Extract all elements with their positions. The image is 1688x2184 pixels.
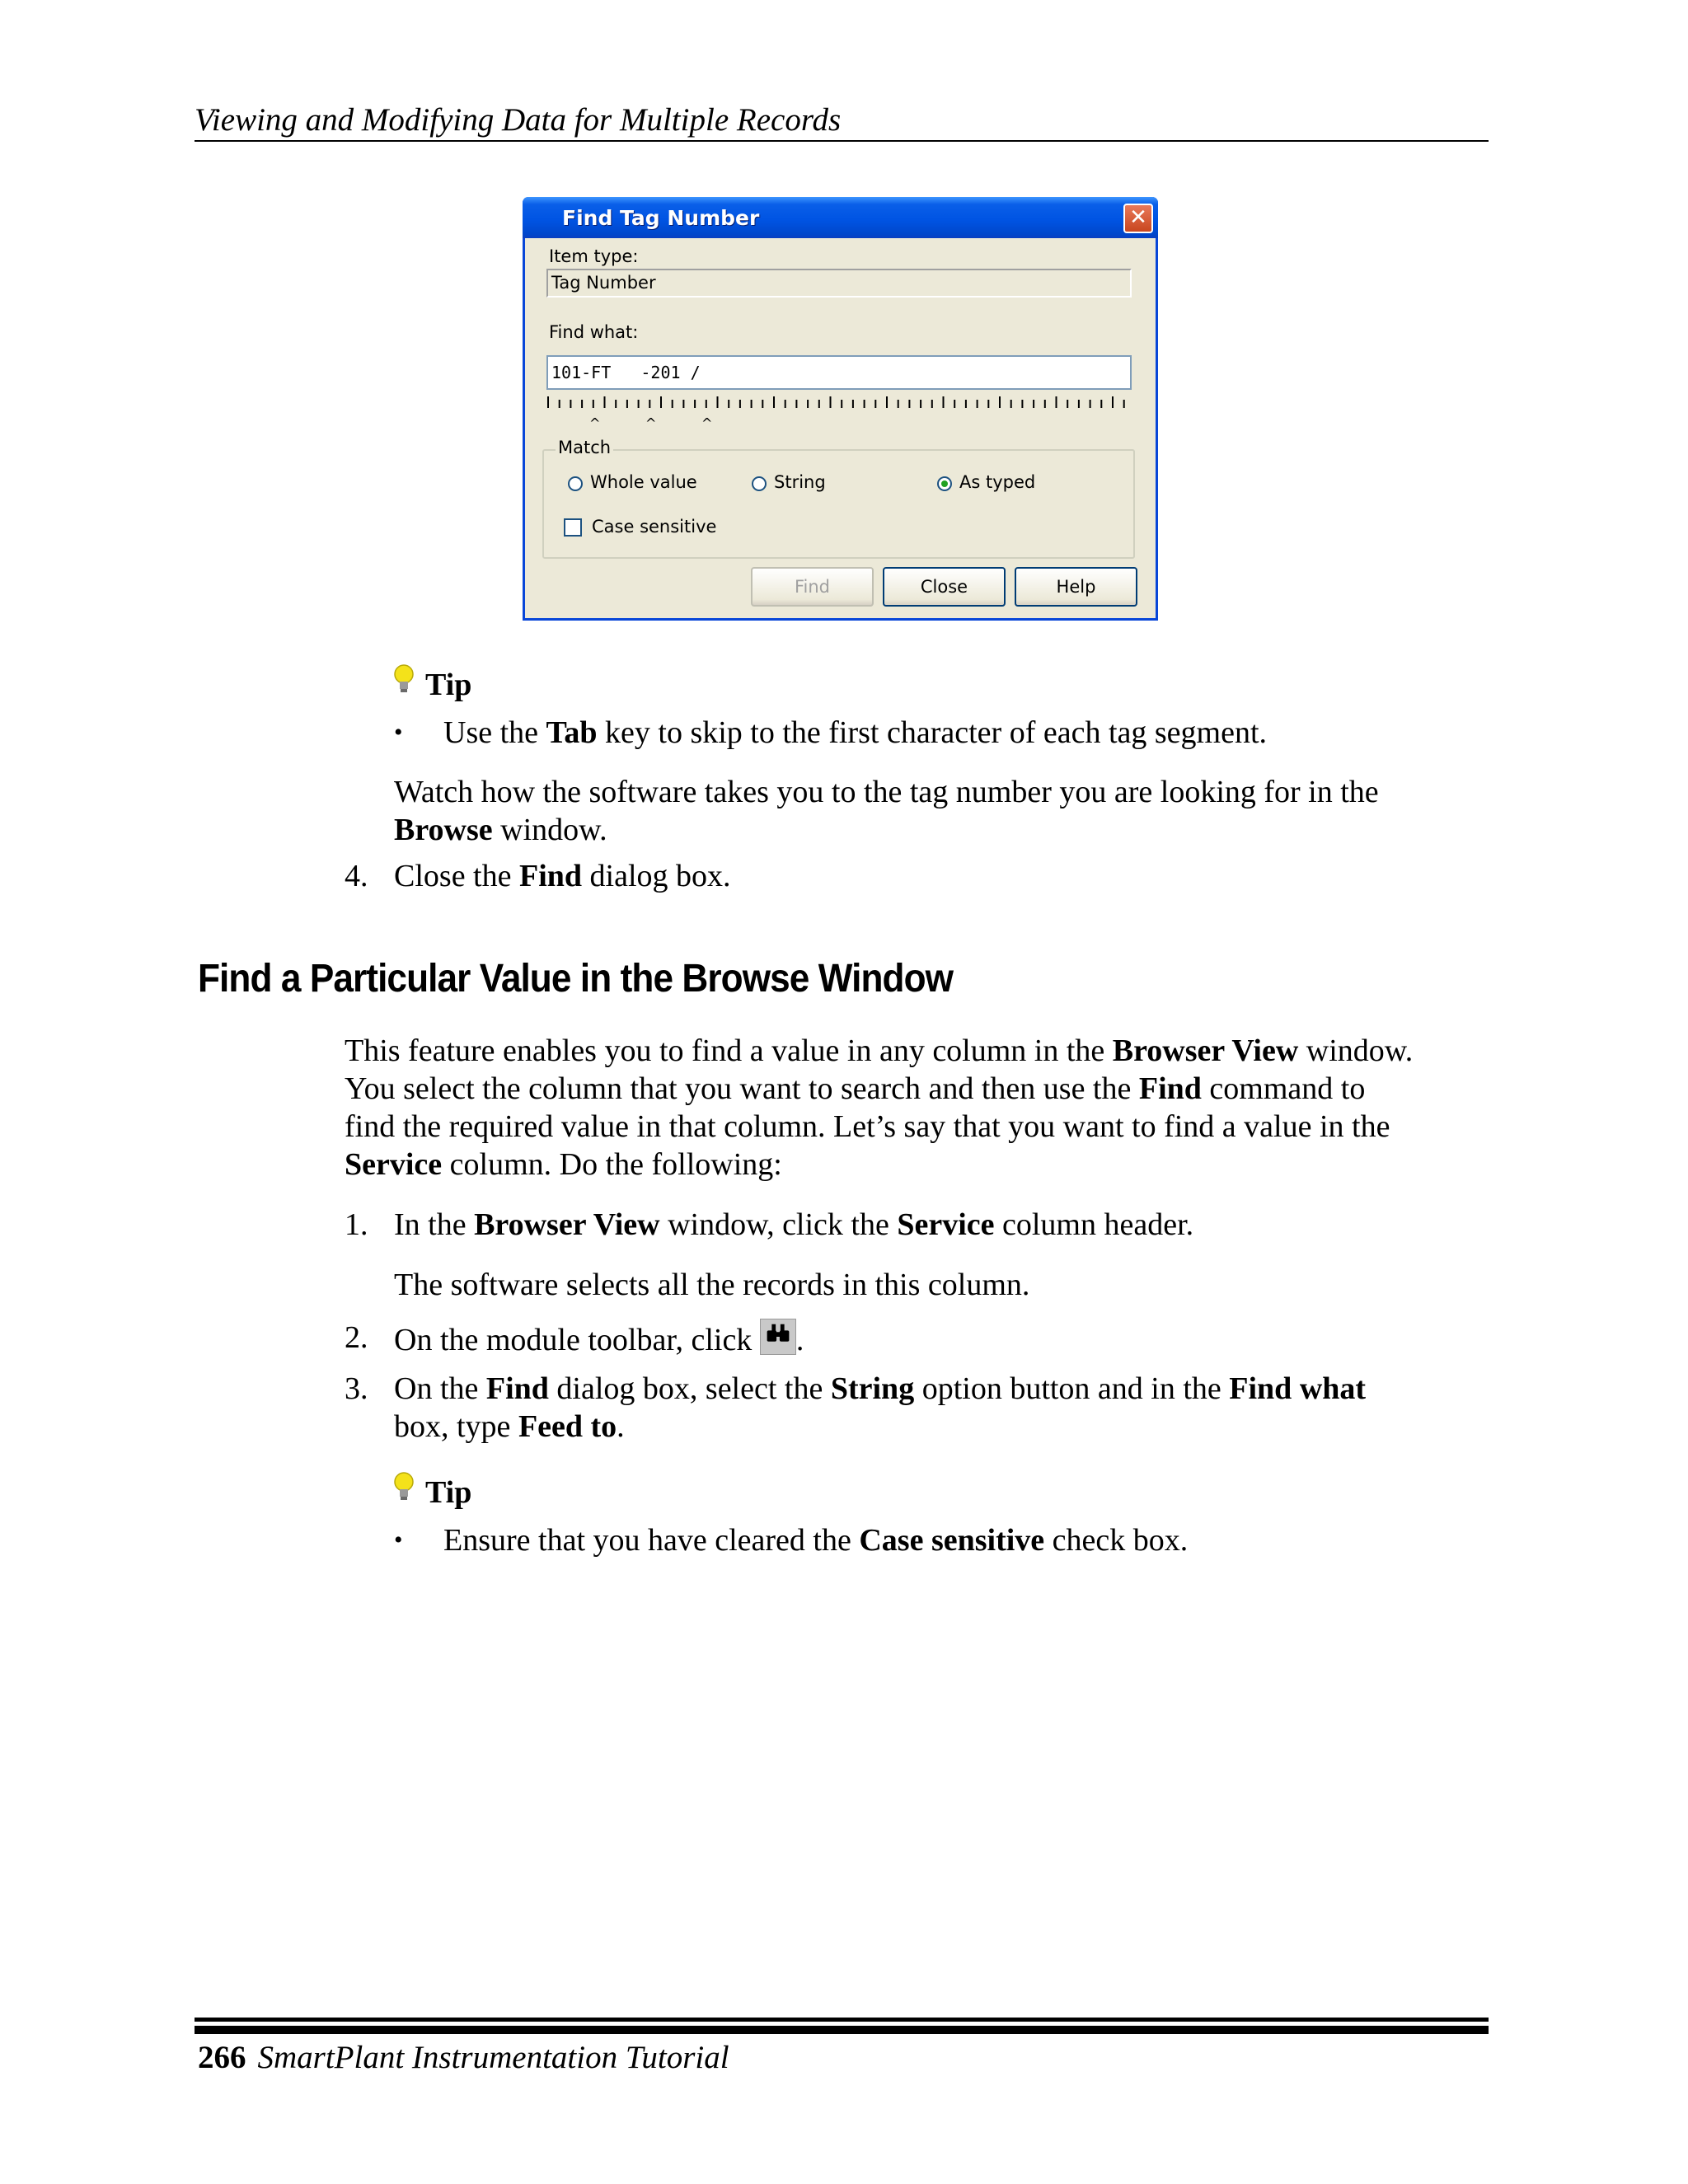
- dialog-title: Find Tag Number: [562, 206, 760, 230]
- match-groupbox: [542, 438, 1135, 559]
- close-icon[interactable]: ✕: [1123, 204, 1153, 233]
- tip-title: Tip: [425, 668, 472, 702]
- binoculars-icon[interactable]: [760, 1319, 796, 1355]
- footer-rule: [195, 2018, 1489, 2022]
- tip-bullet-text: Ensure that you have cleared the Case sensitive check box.: [443, 1523, 1189, 1558]
- lightbulb-icon: [392, 1472, 415, 1502]
- step-text: On the Find dialog box, select the String option button and in the Find what: [394, 1371, 1367, 1406]
- step-text: On the module toolbar, click .: [394, 1319, 804, 1359]
- help-button[interactable]: Help: [1015, 567, 1137, 607]
- tip-title: Tip: [425, 1475, 472, 1510]
- footer-rule: [195, 2026, 1489, 2034]
- string-label[interactable]: String: [774, 472, 826, 492]
- item-type-label: Item type:: [549, 246, 639, 266]
- whole-value-label[interactable]: Whole value: [590, 472, 697, 492]
- step-number: 3.: [345, 1371, 368, 1406]
- segment-ruler: [546, 395, 1132, 413]
- page-footer: [198, 2037, 729, 2079]
- step-text-cont: box, type Feed to.: [394, 1409, 625, 1444]
- case-sensitive-label[interactable]: Case sensitive: [592, 517, 717, 537]
- match-group-label: Match: [556, 438, 613, 457]
- intro-text: Service column. Do the following:: [345, 1147, 782, 1182]
- as-typed-radio[interactable]: [937, 476, 952, 491]
- intro-text: You select the column that you want to search and then use the Find command to: [345, 1071, 1366, 1106]
- step-text: Close the Find dialog box.: [394, 859, 731, 893]
- case-sensitive-checkbox[interactable]: [564, 518, 582, 537]
- watch-note: Watch how the software takes you to the tag number you are looking for in the: [394, 775, 1379, 809]
- whole-value-radio[interactable]: [568, 476, 583, 491]
- close-button[interactable]: Close: [883, 567, 1006, 607]
- segment-marker: ^: [589, 415, 601, 431]
- segment-marker: ^: [645, 415, 657, 431]
- step-number: 2.: [345, 1320, 368, 1355]
- intro-text: This feature enables you to find a value in any column in the Browser View window.: [345, 1033, 1414, 1068]
- footer-title: SmartPlant Instrumentation Tutorial: [257, 2040, 729, 2075]
- section-heading: Find a Particular Value in the Browse Window: [198, 957, 954, 1001]
- tip-bullet-text: Use the Tab key to skip to the first character of each tag segment.: [443, 715, 1268, 750]
- lightbulb-icon: [392, 664, 415, 694]
- page-number: 266: [198, 2040, 246, 2075]
- segment-marker: ^: [701, 415, 713, 431]
- find-what-input[interactable]: 101-FT -201 /: [546, 355, 1132, 390]
- find-what-label: Find what:: [549, 322, 639, 342]
- bullet: •: [394, 719, 403, 746]
- watch-note-cont: Browse window.: [394, 813, 607, 847]
- string-radio[interactable]: [752, 476, 767, 491]
- find-button[interactable]: Find: [751, 567, 874, 607]
- step-text: In the Browser View window, click the Service column header.: [394, 1207, 1194, 1242]
- dialog-titlebar[interactable]: [523, 197, 1158, 238]
- item-type-field: Tag Number: [546, 269, 1132, 298]
- step-number: 1.: [345, 1207, 368, 1242]
- bullet: •: [394, 1526, 403, 1554]
- page-header: Viewing and Modifying Data for Multiple Records: [195, 101, 1489, 142]
- step-number: 4.: [345, 859, 368, 893]
- as-typed-label[interactable]: As typed: [959, 472, 1036, 492]
- intro-text: find the required value in that column. Let’s say that you want to find a value in the: [345, 1109, 1390, 1144]
- step-result: The software selects all the records in this column.: [394, 1268, 1030, 1302]
- find-tag-number-dialog: [523, 197, 1158, 621]
